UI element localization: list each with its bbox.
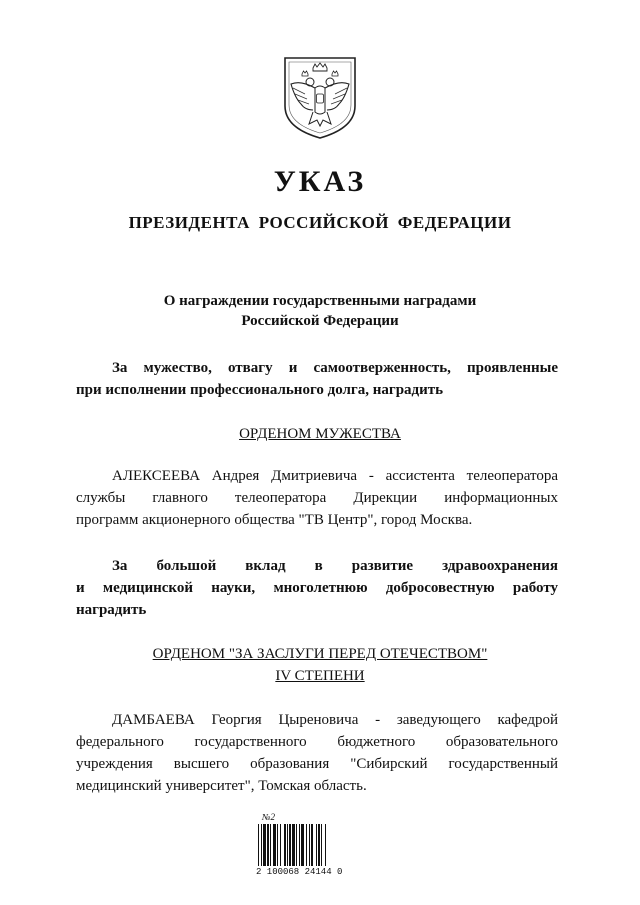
decree-subject xyxy=(0,291,640,331)
recipient-line: АЛЕКСЕЕВА Андрея Дмитриевича - ассистента телеоператора xyxy=(112,468,558,484)
recipient-line: учреждения высшего образования "Сибирский государственный xyxy=(76,756,558,772)
decree-title: УКАЗ xyxy=(273,165,367,198)
award-degree: IV СТЕПЕНИ xyxy=(275,668,365,684)
subject-line: О награждении государственными наградами xyxy=(163,293,477,309)
intro-line: при исполнении профессионального долга, наградить xyxy=(76,382,444,398)
recipient-line: программ акционерного общества "ТВ Центр", город Москва. xyxy=(76,512,473,528)
recipient-line: федерального государственного бюджетного образовательного xyxy=(76,734,558,750)
barcode-mark: №2 xyxy=(262,812,275,822)
barcode-image xyxy=(256,824,364,866)
barcode-block xyxy=(256,812,366,882)
recipient-line: службы главного телеоператора Дирекции информационных xyxy=(76,490,558,506)
award-order-of-merit xyxy=(0,643,640,687)
recipient-line: ДАМБАЕВА Георгия Цыреновича - заведующего кафедрой xyxy=(112,712,558,728)
intro-line: и медицинской науки, многолетнюю добросовестную работу xyxy=(76,580,558,596)
intro-line: За мужество, отвагу и самоотверженность, проявленные xyxy=(112,360,558,376)
barcode-number: 2 100068 24144 0 xyxy=(256,867,343,877)
decree-subtitle: ПРЕЗИДЕНТА РОССИЙСКОЙ ФЕДЕРАЦИИ xyxy=(128,213,512,232)
award-order-of-courage: ОРДЕНОМ МУЖЕСТВА xyxy=(239,426,401,442)
coat-of-arms-emblem xyxy=(277,54,363,140)
section2-intro xyxy=(76,555,558,621)
subject-line: Российской Федерации xyxy=(241,313,399,329)
intro-line: За большой вклад в развитие здравоохранения xyxy=(112,558,558,574)
section1-intro xyxy=(76,357,558,401)
award-line: ОРДЕНОМ "ЗА ЗАСЛУГИ ПЕРЕД ОТЕЧЕСТВОМ" xyxy=(152,646,488,662)
section1-recipient xyxy=(76,465,558,531)
intro-line: наградить xyxy=(76,602,147,618)
section2-recipient xyxy=(76,709,558,797)
recipient-line: медицинский университет", Томская область. xyxy=(76,778,367,794)
